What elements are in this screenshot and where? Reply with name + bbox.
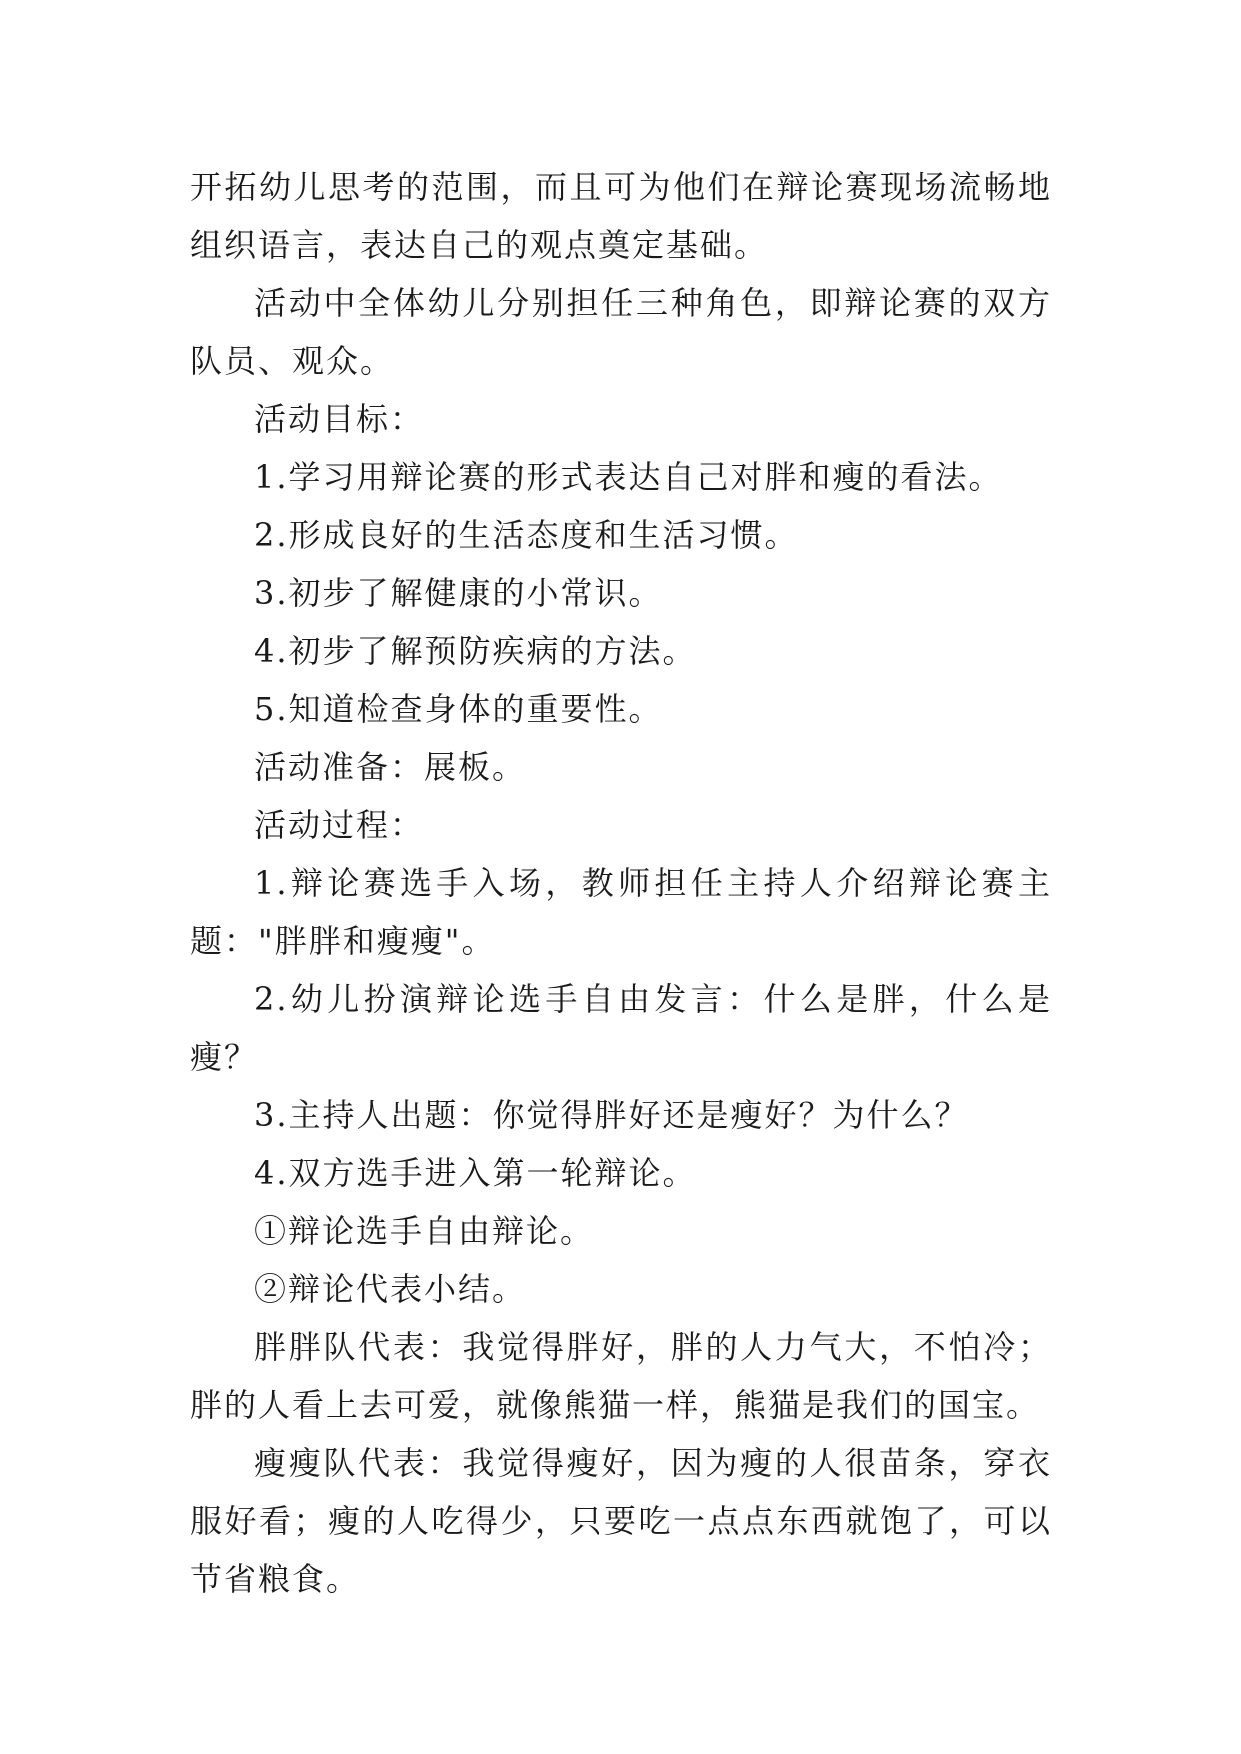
goal-item: 3.初步了解健康的小常识。 — [254, 574, 663, 612]
process-step: 3.主持人出题：你觉得胖好还是瘦好？为什么？ — [254, 1096, 969, 1134]
paragraph: 瘦瘦队代表：我觉得瘦好，因为瘦的人很苗条，穿衣服好看；瘦的人吃得少，只要吃一点点东西就饱了，可以节省粮食。 — [190, 1444, 1052, 1598]
document-body — [190, 158, 1052, 1608]
section-heading-process: 活动过程： — [254, 806, 425, 844]
paragraph: 活动中全体幼儿分别担任三种角色，即辩论赛的双方队员、观众。 — [190, 284, 1052, 380]
section-heading-preparation: 活动准备：展板。 — [254, 748, 527, 786]
paragraph: 开拓幼儿思考的范围，而且可为他们在辩论赛现场流畅地组织语言，表达自己的观点奠定基础。 — [190, 168, 1052, 264]
section-heading-goals: 活动目标： — [254, 400, 425, 438]
process-substep: ①辩论选手自由辩论。 — [254, 1212, 595, 1250]
goal-item: 5.知道检查身体的重要性。 — [254, 690, 663, 728]
goal-item: 1.学习用辩论赛的形式表达自己对胖和瘦的看法。 — [254, 458, 1003, 496]
goal-item: 4.初步了解预防疾病的方法。 — [254, 632, 697, 670]
process-step: 1.辩论赛选手入场，教师担任主持人介绍辩论赛主题："胖胖和瘦瘦"。 — [190, 864, 1052, 960]
goal-item: 2.形成良好的生活态度和生活习惯。 — [254, 516, 799, 554]
process-step: 2.幼儿扮演辩论选手自由发言：什么是胖，什么是瘦？ — [190, 980, 1052, 1076]
paragraph: 胖胖队代表：我觉得胖好，胖的人力气大，不怕冷；胖的人看上去可爱，就像熊猫一样，熊猫是我们的国宝。 — [190, 1328, 1052, 1424]
process-step: 4.双方选手进入第一轮辩论。 — [254, 1154, 697, 1192]
process-substep: ②辩论代表小结。 — [254, 1270, 527, 1308]
